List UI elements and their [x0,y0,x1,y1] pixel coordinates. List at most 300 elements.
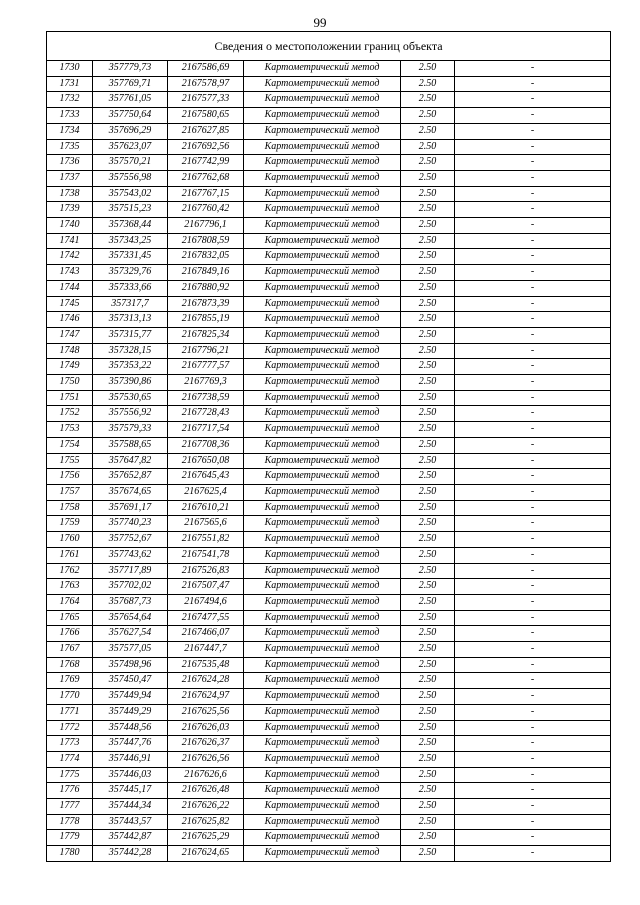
y-coordinate-cell: 2167849,16 [168,265,244,281]
accuracy-cell: 2.50 [401,657,455,673]
x-coordinate-cell: 357627,54 [93,626,168,642]
method-cell: Картометрический метод [244,406,401,422]
accuracy-cell: 2.50 [401,469,455,485]
accuracy-cell: 2.50 [401,296,455,312]
x-coordinate-cell: 357333,66 [93,280,168,296]
accuracy-cell: 2.50 [401,626,455,642]
description-cell: - [455,594,611,610]
table-row [47,233,611,249]
table-row [47,327,611,343]
accuracy-cell: 2.50 [401,327,455,343]
accuracy-cell: 2.50 [401,783,455,799]
y-coordinate-cell: 2167708,36 [168,437,244,453]
table-row [47,155,611,171]
accuracy-cell: 2.50 [401,437,455,453]
description-cell: - [455,626,611,642]
accuracy-cell: 2.50 [401,202,455,218]
point-number-cell: 1749 [47,359,93,375]
description-cell: - [455,139,611,155]
y-coordinate-cell: 2167626,56 [168,751,244,767]
point-number-cell: 1737 [47,170,93,186]
accuracy-cell: 2.50 [401,751,455,767]
table-body [47,61,611,862]
accuracy-cell: 2.50 [401,736,455,752]
point-number-cell: 1747 [47,327,93,343]
description-cell: - [455,61,611,77]
y-coordinate-cell: 2167551,82 [168,532,244,548]
description-cell: - [455,563,611,579]
description-cell: - [455,689,611,705]
point-number-cell: 1738 [47,186,93,202]
accuracy-cell: 2.50 [401,767,455,783]
method-cell: Картометрический метод [244,312,401,328]
method-cell: Картометрический метод [244,846,401,862]
x-coordinate-cell: 357368,44 [93,218,168,234]
method-cell: Картометрический метод [244,453,401,469]
x-coordinate-cell: 357743,62 [93,547,168,563]
y-coordinate-cell: 2167535,48 [168,657,244,673]
point-number-cell: 1734 [47,123,93,139]
x-coordinate-cell: 357442,87 [93,830,168,846]
description-cell: - [455,76,611,92]
method-cell: Картометрический метод [244,830,401,846]
method-cell: Картометрический метод [244,626,401,642]
point-number-cell: 1763 [47,579,93,595]
point-number-cell: 1760 [47,532,93,548]
boundary-table-container [46,31,610,862]
table-row [47,532,611,548]
point-number-cell: 1766 [47,626,93,642]
description-cell: - [455,375,611,391]
x-coordinate-cell: 357329,76 [93,265,168,281]
description-cell: - [455,547,611,563]
accuracy-cell: 2.50 [401,265,455,281]
y-coordinate-cell: 2167762,68 [168,170,244,186]
accuracy-cell: 2.50 [401,673,455,689]
y-coordinate-cell: 2167796,21 [168,343,244,359]
x-coordinate-cell: 357515,23 [93,202,168,218]
y-coordinate-cell: 2167447,7 [168,642,244,658]
y-coordinate-cell: 2167645,43 [168,469,244,485]
table-row [47,186,611,202]
method-cell: Картометрический метод [244,139,401,155]
table-row [47,516,611,532]
point-number-cell: 1778 [47,814,93,830]
table-row [47,767,611,783]
method-cell: Картометрический метод [244,500,401,516]
point-number-cell: 1780 [47,846,93,862]
description-cell: - [455,500,611,516]
accuracy-cell: 2.50 [401,642,455,658]
point-number-cell: 1742 [47,249,93,265]
x-coordinate-cell: 357702,02 [93,579,168,595]
y-coordinate-cell: 2167578,97 [168,76,244,92]
point-number-cell: 1774 [47,751,93,767]
table-row [47,500,611,516]
method-cell: Картометрический метод [244,516,401,532]
point-number-cell: 1732 [47,92,93,108]
x-coordinate-cell: 357691,17 [93,500,168,516]
x-coordinate-cell: 357448,56 [93,720,168,736]
table-row [47,61,611,77]
y-coordinate-cell: 2167767,15 [168,186,244,202]
point-number-cell: 1775 [47,767,93,783]
method-cell: Картометрический метод [244,170,401,186]
point-number-cell: 1762 [47,563,93,579]
x-coordinate-cell: 357446,03 [93,767,168,783]
y-coordinate-cell: 2167624,28 [168,673,244,689]
point-number-cell: 1764 [47,594,93,610]
x-coordinate-cell: 357445,17 [93,783,168,799]
description-cell: - [455,218,611,234]
point-number-cell: 1731 [47,76,93,92]
description-cell: - [455,610,611,626]
x-coordinate-cell: 357752,67 [93,532,168,548]
y-coordinate-cell: 2167494,6 [168,594,244,610]
point-number-cell: 1755 [47,453,93,469]
y-coordinate-cell: 2167526,83 [168,563,244,579]
description-cell: - [455,516,611,532]
description-cell: - [455,830,611,846]
x-coordinate-cell: 357328,15 [93,343,168,359]
method-cell: Картометрический метод [244,547,401,563]
y-coordinate-cell: 2167624,65 [168,846,244,862]
y-coordinate-cell: 2167626,6 [168,767,244,783]
table-row [47,123,611,139]
method-cell: Картометрический метод [244,265,401,281]
description-cell: - [455,359,611,375]
description-cell: - [455,327,611,343]
y-coordinate-cell: 2167777,57 [168,359,244,375]
table-row [47,673,611,689]
method-cell: Картометрический метод [244,642,401,658]
point-number-cell: 1750 [47,375,93,391]
description-cell: - [455,422,611,438]
x-coordinate-cell: 357769,71 [93,76,168,92]
accuracy-cell: 2.50 [401,579,455,595]
accuracy-cell: 2.50 [401,233,455,249]
x-coordinate-cell: 357315,77 [93,327,168,343]
y-coordinate-cell: 2167626,03 [168,720,244,736]
method-cell: Картометрический метод [244,469,401,485]
point-number-cell: 1771 [47,704,93,720]
point-number-cell: 1777 [47,799,93,815]
method-cell: Картометрический метод [244,218,401,234]
point-number-cell: 1759 [47,516,93,532]
method-cell: Картометрический метод [244,563,401,579]
y-coordinate-cell: 2167541,78 [168,547,244,563]
description-cell: - [455,657,611,673]
table-row [47,704,611,720]
point-number-cell: 1735 [47,139,93,155]
table-row [47,799,611,815]
point-number-cell: 1730 [47,61,93,77]
table-row [47,814,611,830]
y-coordinate-cell: 2167873,39 [168,296,244,312]
table-row [47,92,611,108]
description-cell: - [455,343,611,359]
table-row [47,469,611,485]
x-coordinate-cell: 357442,28 [93,846,168,862]
point-number-cell: 1739 [47,202,93,218]
y-coordinate-cell: 2167477,55 [168,610,244,626]
description-cell: - [455,312,611,328]
table-row [47,108,611,124]
accuracy-cell: 2.50 [401,720,455,736]
description-cell: - [455,437,611,453]
method-cell: Картометрический метод [244,233,401,249]
x-coordinate-cell: 357317,7 [93,296,168,312]
accuracy-cell: 2.50 [401,76,455,92]
accuracy-cell: 2.50 [401,249,455,265]
description-cell: - [455,453,611,469]
table-row [47,76,611,92]
accuracy-cell: 2.50 [401,123,455,139]
accuracy-cell: 2.50 [401,610,455,626]
point-number-cell: 1751 [47,390,93,406]
point-number-cell: 1752 [47,406,93,422]
table-header-row [47,32,611,61]
y-coordinate-cell: 2167610,21 [168,500,244,516]
point-number-cell: 1736 [47,155,93,171]
description-cell: - [455,265,611,281]
accuracy-cell: 2.50 [401,359,455,375]
x-coordinate-cell: 357449,94 [93,689,168,705]
description-cell: - [455,484,611,500]
description-cell: - [455,280,611,296]
table-row [47,657,611,673]
description-cell: - [455,799,611,815]
y-coordinate-cell: 2167624,97 [168,689,244,705]
point-number-cell: 1758 [47,500,93,516]
point-number-cell: 1745 [47,296,93,312]
description-cell: - [455,249,611,265]
method-cell: Картометрический метод [244,296,401,312]
point-number-cell: 1768 [47,657,93,673]
description-cell: - [455,123,611,139]
description-cell: - [455,155,611,171]
point-number-cell: 1757 [47,484,93,500]
y-coordinate-cell: 2167625,29 [168,830,244,846]
description-cell: - [455,108,611,124]
accuracy-cell: 2.50 [401,453,455,469]
table-row [47,312,611,328]
accuracy-cell: 2.50 [401,155,455,171]
description-cell: - [455,406,611,422]
boundary-table [46,31,611,862]
y-coordinate-cell: 2167880,92 [168,280,244,296]
point-number-cell: 1746 [47,312,93,328]
y-coordinate-cell: 2167466,07 [168,626,244,642]
table-row [47,296,611,312]
y-coordinate-cell: 2167832,05 [168,249,244,265]
y-coordinate-cell: 2167577,33 [168,92,244,108]
x-coordinate-cell: 357450,47 [93,673,168,689]
accuracy-cell: 2.50 [401,500,455,516]
accuracy-cell: 2.50 [401,186,455,202]
x-coordinate-cell: 357556,98 [93,170,168,186]
table-row [47,406,611,422]
description-cell: - [455,720,611,736]
y-coordinate-cell: 2167650,08 [168,453,244,469]
x-coordinate-cell: 357696,29 [93,123,168,139]
method-cell: Картометрический метод [244,155,401,171]
accuracy-cell: 2.50 [401,280,455,296]
x-coordinate-cell: 357543,02 [93,186,168,202]
method-cell: Картометрический метод [244,108,401,124]
method-cell: Картометрический метод [244,375,401,391]
point-number-cell: 1767 [47,642,93,658]
x-coordinate-cell: 357761,05 [93,92,168,108]
y-coordinate-cell: 2167626,37 [168,736,244,752]
table-row [47,751,611,767]
y-coordinate-cell: 2167580,65 [168,108,244,124]
point-number-cell: 1753 [47,422,93,438]
table-row [47,280,611,296]
accuracy-cell: 2.50 [401,516,455,532]
y-coordinate-cell: 2167625,4 [168,484,244,500]
accuracy-cell: 2.50 [401,92,455,108]
x-coordinate-cell: 357530,65 [93,390,168,406]
point-number-cell: 1740 [47,218,93,234]
x-coordinate-cell: 357687,73 [93,594,168,610]
method-cell: Картометрический метод [244,579,401,595]
accuracy-cell: 2.50 [401,422,455,438]
point-number-cell: 1772 [47,720,93,736]
accuracy-cell: 2.50 [401,799,455,815]
method-cell: Картометрический метод [244,437,401,453]
x-coordinate-cell: 357579,33 [93,422,168,438]
accuracy-cell: 2.50 [401,547,455,563]
description-cell: - [455,783,611,799]
method-cell: Картометрический метод [244,814,401,830]
table-row [47,359,611,375]
accuracy-cell: 2.50 [401,563,455,579]
table-row [47,453,611,469]
x-coordinate-cell: 357331,45 [93,249,168,265]
page-number: 99 [313,15,327,30]
method-cell: Картометрический метод [244,720,401,736]
point-number-cell: 1754 [47,437,93,453]
method-cell: Картометрический метод [244,390,401,406]
table-row [47,343,611,359]
x-coordinate-cell: 357588,65 [93,437,168,453]
description-cell: - [455,736,611,752]
y-coordinate-cell: 2167626,48 [168,783,244,799]
method-cell: Картометрический метод [244,736,401,752]
table-row [47,610,611,626]
x-coordinate-cell: 357717,89 [93,563,168,579]
method-cell: Картометрический метод [244,280,401,296]
x-coordinate-cell: 357623,07 [93,139,168,155]
description-cell: - [455,579,611,595]
x-coordinate-cell: 357750,64 [93,108,168,124]
method-cell: Картометрический метод [244,704,401,720]
point-number-cell: 1744 [47,280,93,296]
table-row [47,547,611,563]
x-coordinate-cell: 357353,22 [93,359,168,375]
description-cell: - [455,642,611,658]
y-coordinate-cell: 2167626,22 [168,799,244,815]
point-number-cell: 1765 [47,610,93,626]
accuracy-cell: 2.50 [401,375,455,391]
accuracy-cell: 2.50 [401,830,455,846]
x-coordinate-cell: 357779,73 [93,61,168,77]
table-row [47,689,611,705]
method-cell: Картометрический метод [244,594,401,610]
method-cell: Картометрический метод [244,61,401,77]
table-row [47,626,611,642]
point-number-cell: 1756 [47,469,93,485]
table-title: Сведения о местоположении границ объекта [47,32,611,61]
x-coordinate-cell: 357447,76 [93,736,168,752]
description-cell: - [455,469,611,485]
x-coordinate-cell: 357343,25 [93,233,168,249]
method-cell: Картометрический метод [244,767,401,783]
point-number-cell: 1776 [47,783,93,799]
x-coordinate-cell: 357674,65 [93,484,168,500]
method-cell: Картометрический метод [244,484,401,500]
x-coordinate-cell: 357647,82 [93,453,168,469]
description-cell: - [455,751,611,767]
accuracy-cell: 2.50 [401,390,455,406]
table-row [47,642,611,658]
x-coordinate-cell: 357444,34 [93,799,168,815]
table-row [47,484,611,500]
y-coordinate-cell: 2167760,42 [168,202,244,218]
accuracy-cell: 2.50 [401,406,455,422]
description-cell: - [455,704,611,720]
table-row [47,390,611,406]
method-cell: Картометрический метод [244,343,401,359]
x-coordinate-cell: 357446,91 [93,751,168,767]
table-row [47,249,611,265]
accuracy-cell: 2.50 [401,170,455,186]
accuracy-cell: 2.50 [401,61,455,77]
y-coordinate-cell: 2167627,85 [168,123,244,139]
table-row [47,783,611,799]
y-coordinate-cell: 2167507,47 [168,579,244,595]
method-cell: Картометрический метод [244,783,401,799]
y-coordinate-cell: 2167769,3 [168,375,244,391]
point-number-cell: 1748 [47,343,93,359]
x-coordinate-cell: 357443,57 [93,814,168,830]
table-row [47,265,611,281]
y-coordinate-cell: 2167738,59 [168,390,244,406]
method-cell: Картометрический метод [244,751,401,767]
table-row [47,579,611,595]
y-coordinate-cell: 2167855,19 [168,312,244,328]
table-row [47,720,611,736]
method-cell: Картометрический метод [244,532,401,548]
description-cell: - [455,186,611,202]
y-coordinate-cell: 2167625,56 [168,704,244,720]
table-row [47,830,611,846]
description-cell: - [455,846,611,862]
description-cell: - [455,767,611,783]
method-cell: Картометрический метод [244,673,401,689]
point-number-cell: 1773 [47,736,93,752]
method-cell: Картометрический метод [244,76,401,92]
accuracy-cell: 2.50 [401,139,455,155]
x-coordinate-cell: 357390,86 [93,375,168,391]
accuracy-cell: 2.50 [401,689,455,705]
description-cell: - [455,390,611,406]
y-coordinate-cell: 2167808,59 [168,233,244,249]
x-coordinate-cell: 357652,87 [93,469,168,485]
accuracy-cell: 2.50 [401,846,455,862]
x-coordinate-cell: 357313,13 [93,312,168,328]
